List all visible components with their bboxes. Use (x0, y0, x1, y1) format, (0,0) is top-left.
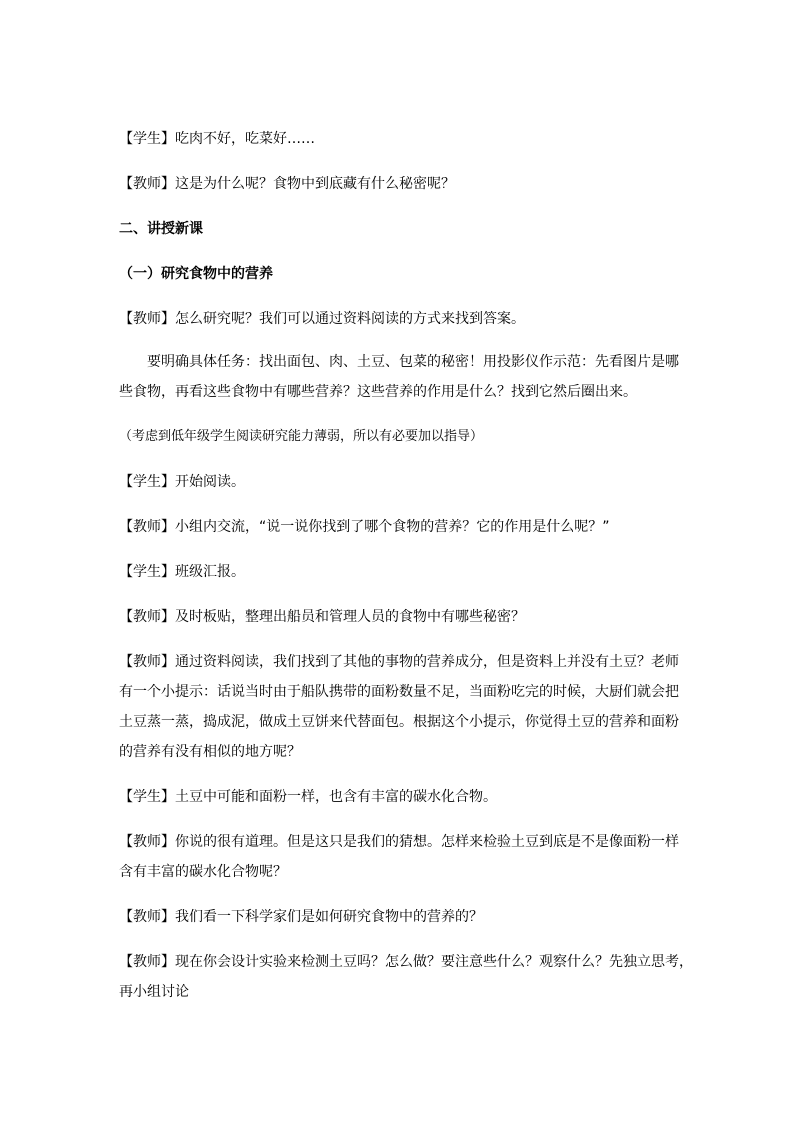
teacher-paragraph-line-2: 有一个小提示：话说当时由于船队携带的面粉数量不足，当面粉吃完的时候，大厨们就会把 (119, 684, 679, 700)
teacher-paragraph-2-line-2: 含有丰富的碳水化合物呢？ (119, 864, 287, 880)
teacher-line-4: 【教师】及时板贴，整理出船员和管理人员的食物中有哪些秘密？ (119, 609, 525, 625)
teacher-line-1: 【教师】这是为什么呢？食物中到底藏有什么秘密呢？ (119, 176, 455, 192)
teacher-line-3: 【教师】小组内交流，“说一说你找到了哪个食物的营养？它的作用是什么呢？” (119, 519, 610, 535)
task-paragraph-line-2: 些食物，再看这些食物中有哪些营养？这些营养的作用是什么？找到它然后圈出来。 (119, 384, 637, 400)
student-line-1: 【学生】吃肉不好，吃菜好…… (119, 131, 315, 147)
section-heading: 二、讲授新课 (119, 221, 203, 237)
teacher-paragraph-line-4: 的营养有没有相似的地方呢？ (119, 744, 301, 760)
teacher-line-5: 【教师】我们看一下科学家们是如何研究食物中的营养的？ (119, 909, 483, 925)
teacher-paragraph-line-3: 土豆蒸一蒸，捣成泥，做成土豆饼来代替面包。根据这个小提示，你觉得土豆的营养和面粉 (119, 714, 679, 730)
teacher-paragraph-3-line-2: 再小组讨论 (119, 984, 189, 1000)
teacher-paragraph-line-1: 【教师】通过资料阅读，我们找到了其他的事物的营养成分，但是资料上并没有土豆？老师 (119, 654, 679, 670)
task-paragraph-line-1: 要明确具体任务：找出面包、肉、土豆、包菜的秘密！用投影仪作示范：先看图片是哪 (147, 354, 679, 370)
student-line-3: 【学生】班级汇报。 (119, 564, 245, 580)
teacher-paragraph-3-line-1: 【教师】现在你会设计实验来检测土豆吗？怎么做？要注意些什么？观察什么？先独立思考， (119, 954, 693, 970)
student-line-2: 【学生】开始阅读。 (119, 474, 245, 490)
teacher-line-2: 【教师】怎么研究呢？我们可以通过资料阅读的方式来找到答案。 (119, 311, 525, 327)
teacher-paragraph-2-line-1: 【教师】你说的很有道理。但是这只是我们的猜想。怎样来检验土豆到底是不是像面粉一样 (119, 834, 679, 850)
student-line-4: 【学生】土豆中可能和面粉一样，也含有丰富的碳水化合物。 (119, 789, 497, 805)
subsection-heading: （一）研究食物中的营养 (119, 266, 273, 282)
note-line: （考虑到低年级学生阅读研究能力薄弱，所以有必要加以指导） (119, 429, 484, 444)
